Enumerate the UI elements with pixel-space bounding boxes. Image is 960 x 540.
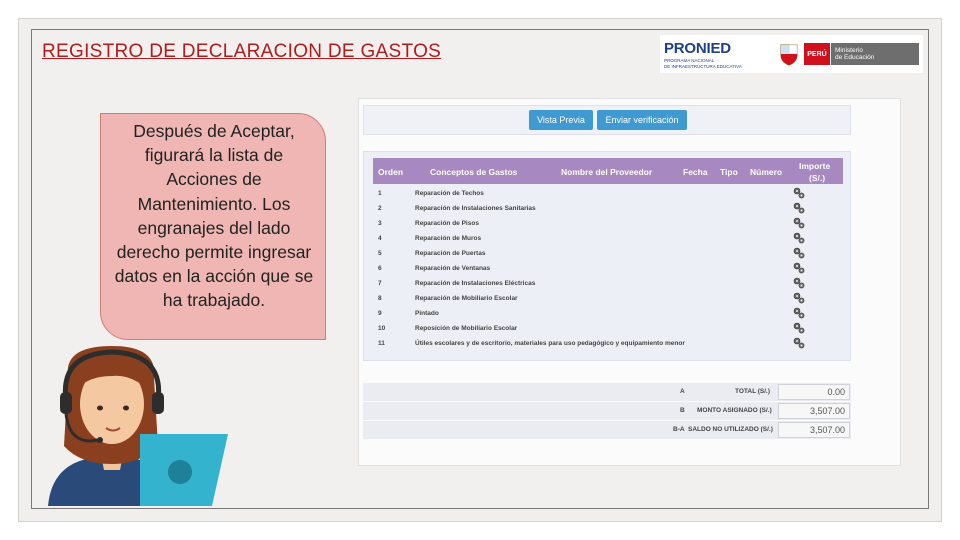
table-row <box>373 277 843 292</box>
row-concepto: Reparación de Puertas <box>415 250 486 257</box>
row-orden: 6 <box>378 265 382 272</box>
row-orden: 5 <box>378 250 382 257</box>
peru-logo: PERÚ <box>804 43 830 65</box>
table-row <box>373 232 843 247</box>
slide-title: REGISTRO DE DECLARACION DE GASTOS <box>42 41 442 62</box>
row-concepto: Reparación de Instalaciones Eléctricas <box>415 280 536 287</box>
row-orden: 10 <box>378 325 386 332</box>
total-label: TOTAL (S/.) <box>735 388 771 395</box>
gear-icon[interactable] <box>793 217 805 229</box>
gear-icon[interactable] <box>793 292 805 304</box>
gear-icon[interactable] <box>793 337 805 349</box>
row-concepto: Reparación de Techos <box>415 190 484 197</box>
ministerio-line-2: de Educación <box>835 54 875 61</box>
gear-icon[interactable] <box>793 262 805 274</box>
support-agent-illustration <box>40 346 240 506</box>
gear-icon[interactable] <box>793 277 805 289</box>
table-row <box>373 292 843 307</box>
header-importe-unit: (S/.) <box>809 173 826 183</box>
row-concepto: Pintado <box>415 310 439 317</box>
total-label: MONTO ASIGNADO (S/.) <box>697 407 772 414</box>
row-concepto: Reparación de Instalaciones Sanitarias <box>415 205 536 212</box>
totals-row <box>363 383 851 401</box>
total-code: B <box>680 407 685 414</box>
row-concepto: Reparación de Ventanas <box>415 265 491 272</box>
pronied-subtitle-1: PROGRAMA NACIONAL <box>664 57 715 63</box>
row-concepto: Reparación de Muros <box>415 235 482 242</box>
header-fecha: Fecha <box>683 167 708 177</box>
gear-icon[interactable] <box>793 187 805 199</box>
pronied-subtitle-2: DE INFRAESTRUCTURA EDUCATIVA <box>664 63 742 69</box>
total-code: A <box>680 388 685 395</box>
table-row <box>373 187 843 202</box>
gear-icon[interactable] <box>793 232 805 244</box>
toolbar <box>363 105 851 135</box>
row-orden: 7 <box>378 280 382 287</box>
table-row <box>373 202 843 217</box>
row-orden: 1 <box>378 190 382 197</box>
gear-icon[interactable] <box>793 307 805 319</box>
callout-box <box>100 113 326 340</box>
total-value-field[interactable]: 0.00 <box>778 384 850 400</box>
header-orden: Orden <box>378 167 404 177</box>
slide-frame <box>18 18 942 522</box>
callout-text: Después de Aceptar, figurará la lista de Acciones de Mantenimiento. Los engranajes del lado derecho permite ingresar datos en la acción que se ha trabajado. <box>114 121 314 311</box>
table-row <box>373 247 843 262</box>
header-tipo: Tipo <box>720 167 738 177</box>
assigned-value-field[interactable]: 3,507.00 <box>778 403 850 419</box>
header-proveedor: Nombre del Proveedor <box>561 167 653 177</box>
ministerio-line-1: Ministerio <box>835 47 863 54</box>
preview-button[interactable]: Vista Previa <box>529 110 593 130</box>
gear-icon[interactable] <box>793 247 805 259</box>
totals-row <box>363 402 851 420</box>
pronied-logo <box>660 40 768 69</box>
pronied-wordmark: PRONIED <box>664 39 731 57</box>
gear-icon[interactable] <box>793 202 805 214</box>
total-label: SALDO NO UTILIZADO (S/.) <box>688 426 773 433</box>
expenses-table <box>363 151 851 361</box>
row-orden: 2 <box>378 205 382 212</box>
header-numero: Número <box>750 167 783 177</box>
row-orden: 4 <box>378 235 382 242</box>
system-screenshot <box>358 98 901 466</box>
logo-bar <box>660 35 923 73</box>
totals-row <box>363 421 851 439</box>
ministerio-logo <box>831 43 919 65</box>
peru-crest-icon <box>778 42 800 66</box>
row-concepto: Reparación de Mobiliario Escolar <box>415 295 518 302</box>
row-orden: 3 <box>378 220 382 227</box>
row-concepto: Útiles escolares y de escritorio, materiales para uso pedagógico y equipamiento menor <box>415 340 685 347</box>
slide-content <box>31 29 929 509</box>
table-row <box>373 262 843 277</box>
row-concepto: Reparación de Pisos <box>415 220 479 227</box>
gear-icon[interactable] <box>793 322 805 334</box>
table-row <box>373 322 843 337</box>
row-orden: 11 <box>378 340 385 347</box>
send-verification-button[interactable]: Enviar verificación <box>597 110 687 130</box>
row-orden: 9 <box>378 310 382 317</box>
table-header <box>373 158 843 184</box>
table-row <box>373 307 843 322</box>
row-orden: 8 <box>378 295 382 302</box>
table-row <box>373 337 843 352</box>
row-concepto: Reposición de Mobiliario Escolar <box>415 325 518 332</box>
header-conceptos: Conceptos de Gastos <box>430 167 518 177</box>
total-code: B-A <box>673 426 685 433</box>
header-importe: Importe <box>799 161 831 171</box>
balance-value-field[interactable]: 3,507.00 <box>778 422 850 438</box>
table-row <box>373 217 843 232</box>
